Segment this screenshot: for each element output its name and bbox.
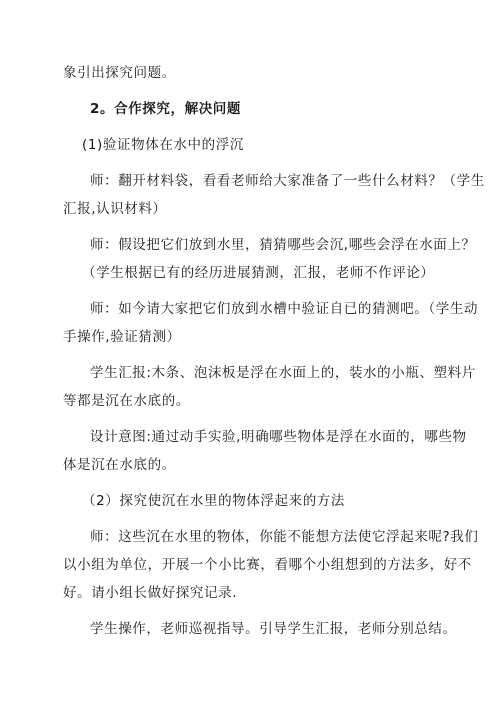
text-line-10: 学生汇报:木条、泡沫板是浮在水面上的，装水的小瓶、塑料片 xyxy=(90,365,476,381)
text-line-12: 设计意图:通过动手实验,明确哪些物体是浮在水面的，哪些物 xyxy=(90,429,467,445)
text-line-16: 以小组为单位，开展一个小比赛，看哪个小组想到的方法多，好不 xyxy=(63,557,472,573)
text-line-18: 学生操作，老师巡视指导。引导学生汇报，老师分别总结。 xyxy=(90,621,457,637)
subsection-heading-1: (1)验证物体在水中的浮沉 xyxy=(82,137,244,153)
section-heading-2: 2。合作探究，解决问题 xyxy=(90,101,241,117)
text-line-7: （学生根据已有的经历进展猜测，汇报，老师不作评论） xyxy=(82,265,435,281)
text-line-1: 象引出探究问题。 xyxy=(63,65,176,81)
subsection-heading-2: （2）探究使沉在水里的物体浮起来的方法 xyxy=(82,493,345,509)
text-line-4: 师：翻开材料袋，看看老师给大家准备了一些什么材料？（学生 xyxy=(90,173,485,189)
text-line-11: 等都是沉在水底的。 xyxy=(63,393,190,409)
text-line-6: 师：假设把它们放到水里，猜猜哪些会沉,哪些会浮在水面上？ xyxy=(90,237,476,253)
text-line-17: 好。请小组长做好探究记录. xyxy=(63,585,238,601)
text-line-13: 体是沉在水底的。 xyxy=(63,457,176,473)
text-line-8: 师：如今请大家把它们放到水槽中验证自已的猜测吧。（学生动 xyxy=(90,301,479,317)
text-line-15: 师：这些沉在水里的物体，你能不能想方法使它浮起来呢?我们 xyxy=(90,529,479,545)
text-line-5: 汇报,认识材料） xyxy=(63,201,167,217)
text-line-9: 手操作,验证猜测） xyxy=(63,329,181,345)
